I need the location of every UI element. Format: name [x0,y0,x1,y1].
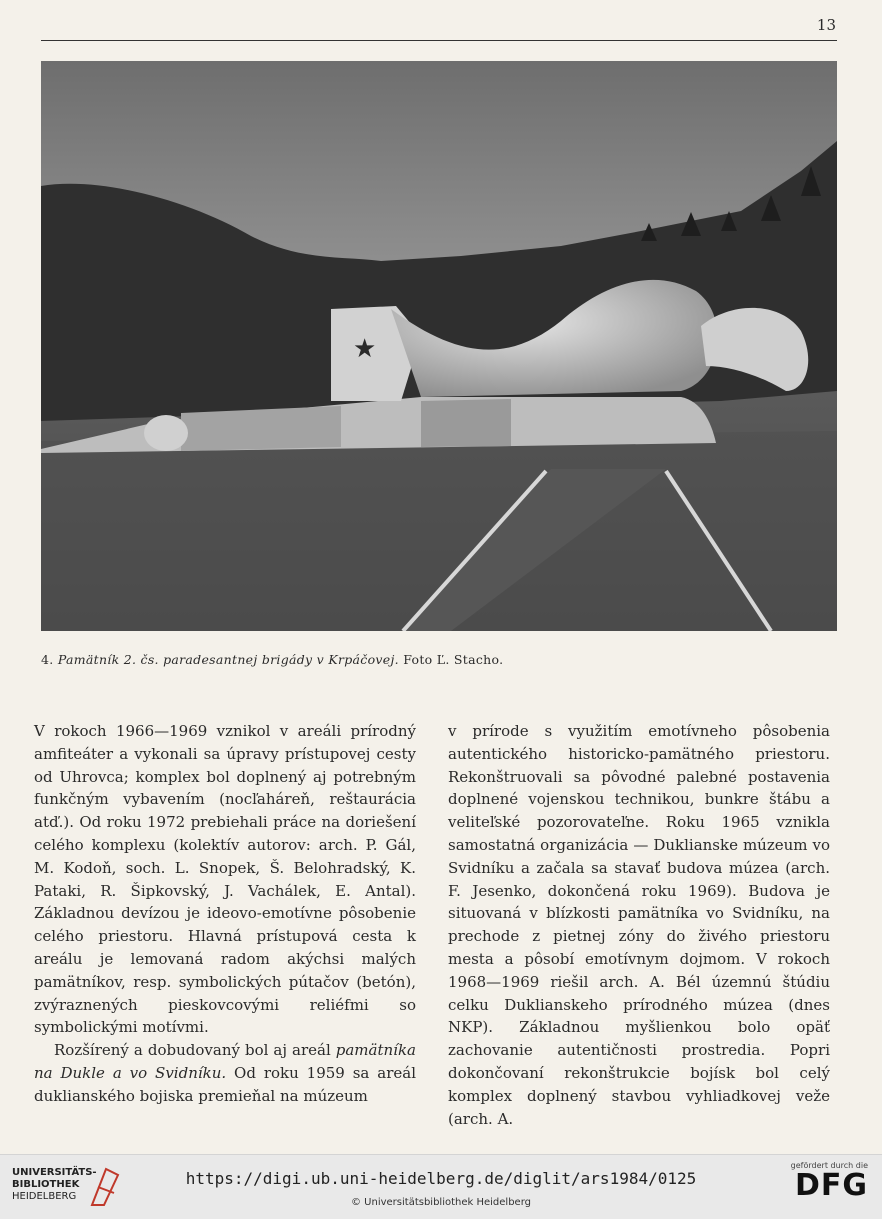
paragraph-text: Od roku 1959 sa areál duklianského bojiska premieňal na múzeum [34,1063,416,1105]
logo-line: BIBLIOTHEK [12,1179,80,1190]
footer-bar [0,1154,882,1219]
svg-text:★: ★ [353,334,377,364]
paragraph-text: Rozšírený a dobudovaný bol aj areál [54,1041,336,1060]
paragraph: v prírode s využitím emotívneho pôsobenia autentického historicko-pamätného priestoru. Rekonštruovali sa pôvodné palebné postavenia doplnené vojenskou technikou, bunkre štábu a veliteľské pozorovateľne. Roku 1965 vznikla samostatná organizácia — Duklianske múzeum vo Svidníku a začala sa stavať budova múzea (arch. F. Jesenko, dokončená roku 1969). Budova je situovaná v blízkosti pamätníka vo Svidníku, na prechode z pietnej zóny do živého priestoru mesta a pôsobí emotívnym dojmom. V rokoch 1968—1969 riešil arch. A. Bél územnú štúdiu celku Duklianskeho prírodného múzea (dnes NKP). Základnou myšlienkou bolo opäť zachovanie autentičnosti prostredia. Popri dokončovaní rekonštrukcie bojísk bol celý komplex doplnený stavbou vyhliadkovej veže (arch. A. [448,722,830,1128]
paragraph [34,1039,416,1107]
paragraph-emphasis: pamätníka na Dukle a vo Svidníku. [34,1041,416,1082]
copyright-notice: © Universitätsbibliothek Heidelberg [350,1197,531,1208]
dfg-logo[interactable] [791,1161,868,1202]
paragraph: V rokoch 1966—1969 vznikol v areáli prírodný amfiteáter a vykonali sa úpravy prístupovej cesty od Uhrovca; komplex bol doplnený aj potrebným funkčným vybavením (nocľaháreň, reštaurácia atď.). Od roku 1972 prebiehali práce na doriešení celého komplexu (kolektív autorov: arch. P. Gál, M. Kodoň, soch. L. Snopek, Š. Belohradský, K. Pataki, R. Šipkovský, J. Vachálek, E. Antal). Základnou devízou je ideovo-emotívne pôsobenie celého priestoru. Hlavná prístupová cesta k areálu je lemovaná radom akýchsi malých pamätníkov, resp. symbolických pútačov (betón), zvýraznených pieskovcovými reliéfmi so symbolickými motívmi. [34,722,416,1037]
logo-line: HEIDELBERG [12,1191,77,1202]
monument-photo [41,61,837,631]
funding-note: gefördert durch die [790,1161,868,1170]
text-column-right [448,720,830,1130]
logo-line: UNIVERSITÄTS- [12,1167,97,1178]
caption-title: Pamätník 2. čs. paradesantnej brigády v Krpáčovej. [57,652,399,667]
caption-number: 4. [41,652,54,667]
dfg-mark: DFG [794,1168,868,1203]
document-url-link[interactable]: https://digi.ub.uni-heidelberg.de/diglit/ars1984/0125 [185,1169,697,1188]
figure-caption [41,652,837,667]
header-rule [41,40,837,41]
text-column-left [34,720,416,1108]
caption-credit: Foto Ľ. Stacho. [403,652,504,667]
page-number: 13 [816,16,836,34]
